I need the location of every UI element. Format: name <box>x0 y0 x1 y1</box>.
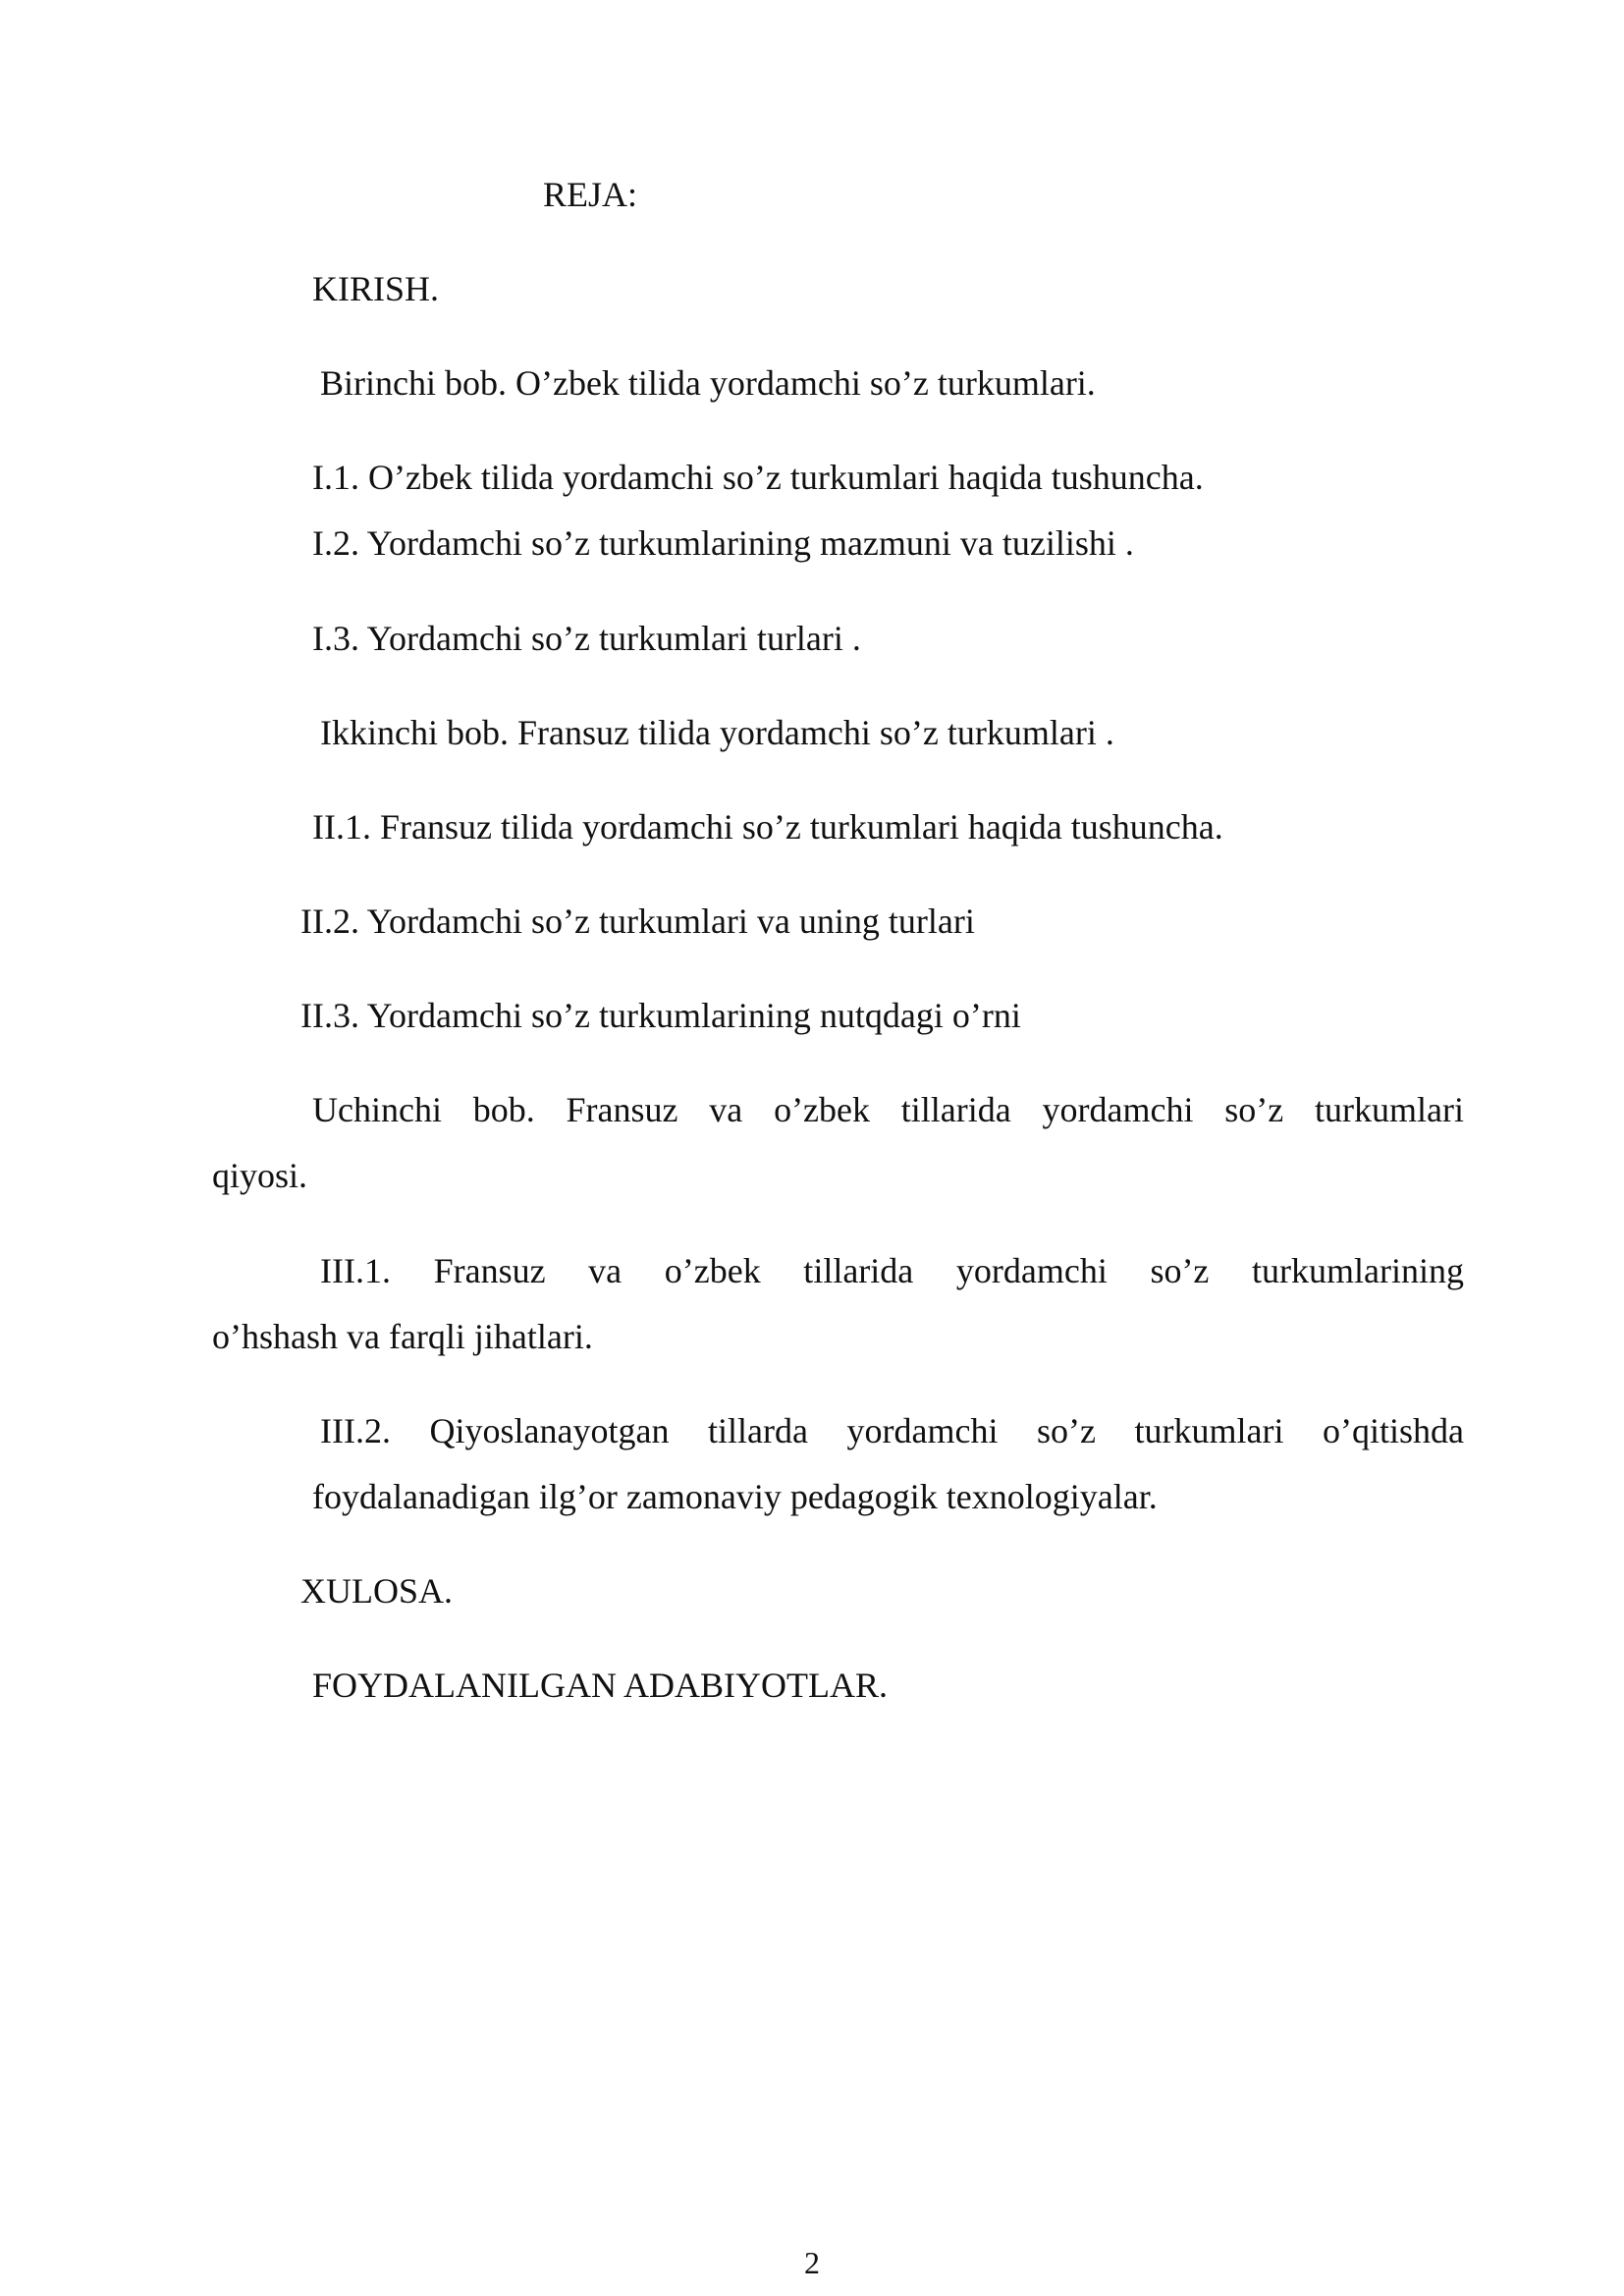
toc-item-section-3-2-line-2: foydalanadigan ilg’or zamonaviy pedagogik texnologiyalar. <box>312 1477 1158 1516</box>
toc-item-chapter-3-line-2: qiyosi. <box>212 1156 308 1195</box>
toc-item-chapter-3-line-1: Uchinchi bob. Fransuz va o’zbek tillarida yordamchi so’z turkumlari <box>312 1090 1464 1129</box>
toc-item-section-3-2-line-1: III.2. Qiyoslanayotgan tillarda yordamchi so’z turkumlari o’qitishda <box>320 1411 1464 1450</box>
toc-item-section-2-2: II.2. Yordamchi so’z turkumlari va uning turlari <box>300 902 975 941</box>
toc-item-section-1-3: I.3. Yordamchi so’z turkumlari turlari . <box>312 619 861 658</box>
toc-item-introduction: KIRISH. <box>312 269 440 308</box>
toc-item-chapter-1: Birinchi bob. O’zbek tilida yordamchi so’z turkumlari. <box>320 363 1096 403</box>
toc-item-conclusion: XULOSA. <box>300 1571 454 1611</box>
toc-item-section-2-1: II.1. Fransuz tilida yordamchi so’z turkumlari haqida tushuncha. <box>312 807 1223 847</box>
toc-item-section-3-1-line-2: o’hshash va farqli jihatlari. <box>212 1317 593 1356</box>
toc-item-section-2-3: II.3. Yordamchi so’z turkumlarining nutqdagi o’rni <box>300 996 1021 1035</box>
toc-item-section-1-2: I.2. Yordamchi so’z turkumlarining mazmuni va tuzilishi . <box>312 523 1134 563</box>
toc-item-references: FOYDALANILGAN ADABIYOTLAR. <box>312 1666 888 1705</box>
toc-item-section-1-1: I.1. O’zbek tilida yordamchi so’z turkumlari haqida tushuncha. <box>312 458 1204 497</box>
toc-item-section-3-1-line-1: III.1. Fransuz va o’zbek tillarida yordamchi so’z turkumlarining <box>320 1251 1464 1290</box>
plan-title: REJA: <box>543 175 638 214</box>
toc-item-chapter-2: Ikkinchi bob. Fransuz tilida yordamchi so’z turkumlari . <box>320 713 1114 752</box>
page-number: 2 <box>804 2245 820 2280</box>
